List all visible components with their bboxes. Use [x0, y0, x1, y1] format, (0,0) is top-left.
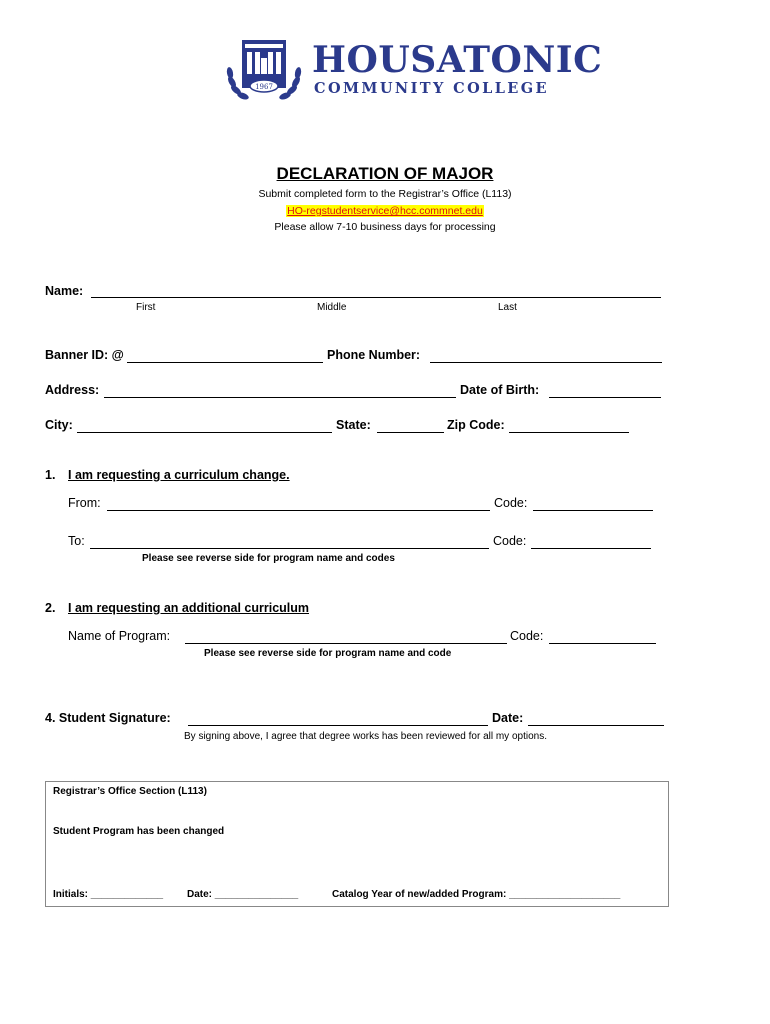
submission-instruction: Submit completed form to the Registrar’s Office (L113)	[258, 188, 512, 200]
banner-id-label: Banner ID: @	[45, 348, 124, 362]
from-label: From:	[68, 496, 101, 510]
seal-year: 1967	[255, 83, 273, 91]
middle-name-caption: Middle	[317, 302, 347, 313]
college-name: HOUSATONIC	[312, 39, 603, 81]
banner-id-input-line[interactable]	[127, 362, 323, 363]
name-input-line[interactable]	[91, 297, 661, 298]
student-signature-input-line[interactable]	[188, 725, 488, 726]
to-code-input-line[interactable]	[531, 548, 651, 549]
program-name-label: Name of Program:	[68, 629, 171, 643]
first-name-caption: First	[136, 302, 156, 313]
program-changed-label: Student Program has been changed	[53, 826, 225, 837]
name-label: Name:	[45, 284, 84, 298]
college-seal-logo	[226, 38, 302, 104]
program-code-label: Code:	[510, 629, 544, 643]
signature-agreement-note: By signing above, I agree that degree works has been reviewed for all my options.	[184, 731, 547, 742]
registrar-section-heading: Registrar’s Office Section (L113)	[53, 786, 207, 797]
from-code-label: Code:	[494, 496, 528, 510]
state-label: State:	[336, 418, 371, 432]
date-of-birth-label: Date of Birth:	[460, 383, 540, 397]
from-code-input-line[interactable]	[533, 510, 653, 511]
state-input-line[interactable]	[377, 432, 444, 433]
section-2-number: 2.	[45, 601, 56, 615]
section-1-reverse-side-note: Please see reverse side for program name and codes	[142, 553, 395, 564]
processing-note: Please allow 7-10 business days for processing	[274, 221, 496, 233]
phone-number-label: Phone Number:	[327, 348, 421, 362]
program-code-input-line[interactable]	[549, 643, 656, 644]
signature-date-label: Date:	[492, 711, 524, 725]
zip-code-input-line[interactable]	[509, 432, 629, 433]
section-1-number: 1.	[45, 468, 56, 482]
program-name-input-line[interactable]	[185, 643, 507, 644]
to-label: To:	[68, 534, 85, 548]
section-2-reverse-side-note: Please see reverse side for program name and code	[204, 648, 452, 659]
registrar-date-field[interactable]: Date: _______________	[187, 889, 299, 900]
college-subtitle: COMMUNITY COLLEGE	[314, 80, 549, 97]
catalog-year-field[interactable]: Catalog Year of new/added Program: ____________________	[332, 889, 621, 900]
registrar-email-link[interactable]: HO-regstudentservice@hcc.commnet.edu	[287, 205, 483, 217]
registrar-office-section	[45, 781, 669, 907]
address-label: Address:	[45, 383, 100, 397]
student-signature-label: 4. Student Signature:	[45, 711, 171, 725]
form-title: DECLARATION OF MAJOR	[276, 164, 494, 183]
from-program-input-line[interactable]	[107, 510, 490, 511]
city-label: City:	[45, 418, 73, 432]
date-of-birth-input-line[interactable]	[549, 397, 661, 398]
to-program-input-line[interactable]	[90, 548, 489, 549]
phone-number-input-line[interactable]	[430, 362, 662, 363]
address-input-line[interactable]	[104, 397, 456, 398]
initials-field[interactable]: Initials: _____________	[53, 889, 164, 900]
zip-code-label: Zip Code:	[447, 418, 505, 432]
email-row	[0, 205, 770, 217]
to-code-label: Code:	[493, 534, 527, 548]
signature-date-input-line[interactable]	[528, 725, 664, 726]
last-name-caption: Last	[498, 302, 517, 313]
city-input-line[interactable]	[77, 432, 332, 433]
section-2-heading: I am requesting an additional curriculum	[68, 601, 310, 615]
section-1-heading: I am requesting a curriculum change.	[68, 468, 290, 482]
